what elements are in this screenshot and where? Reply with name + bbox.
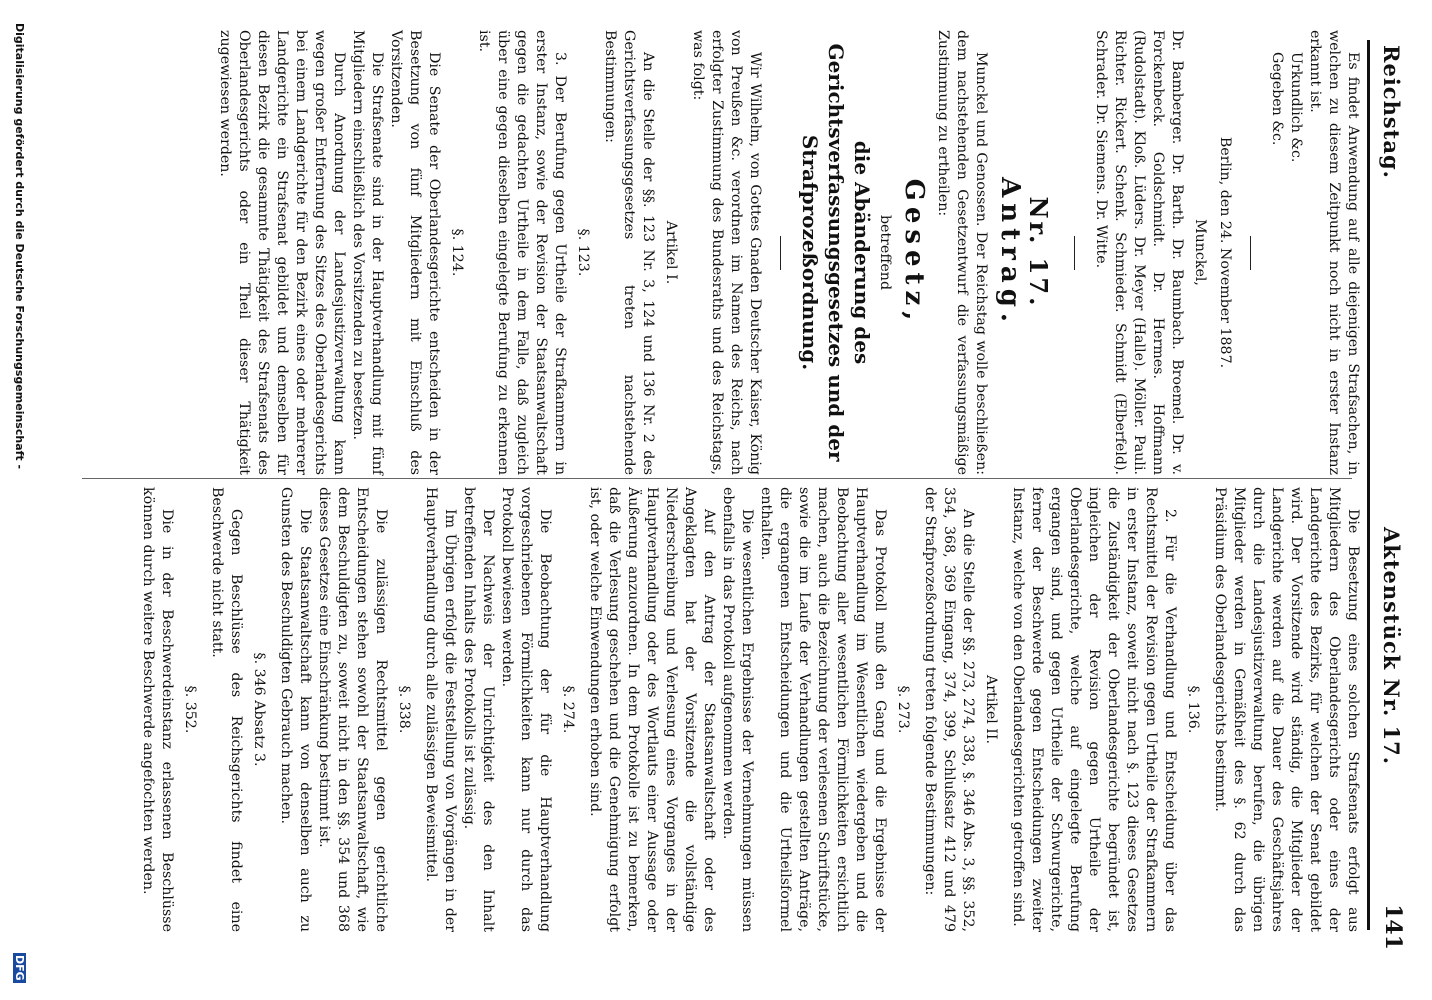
section-heading: §. 136. (1185, 685, 1201, 734)
paragraph: Der Nachweis der Unrichtigkeit des den Inhalt betreffenden Inhalts des Protokolls ist zulässig. (461, 487, 496, 932)
short-rule (1074, 236, 1075, 270)
column-divider (82, 478, 1352, 479)
place-date: Berlin, den 24. November 1887. (1217, 136, 1233, 369)
section-heading: §. 273. (895, 685, 911, 734)
section-heading: §. 352. (182, 685, 198, 734)
paragraph: Im Übrigen erfolgt die Feststellung von Vorgängen in der Hauptverhandlung durch alle zulässigen Beweismittel. (423, 487, 458, 932)
signoff-gegeben: Gegeben &c. (1269, 52, 1285, 146)
section-heading: §. 274. (560, 685, 576, 734)
betreffend: betreffend (877, 214, 893, 291)
antrag-text: Munckel und Genossen. Der Reichstag wolle beschließen: dem nachstehenden Gesetzentwurf die verfassungsmäßige Zustimmung zu ertheilen: (935, 30, 989, 475)
co-signers: Dr. Bamberger. Dr. Barth. Dr. Baumbach. Broemel. Dr. v. Forckenbeck. Goldschmidt. Dr. Hermes. Hoffmann (Rudolstadt). Kloß. Lüders. Dr. Meyer (Halle). Möller. Pauli. Richter. Rickert. Schenk. Schmieder. Schmidt (Elberfeld). Schrader. Dr. Siemens. Dr. Witte. (1093, 30, 1185, 475)
paragraph: Gegen Beschlüsse des Reichsgerichts findet eine Beschwerde nicht statt. (209, 487, 244, 932)
dfg-logo: DFG (13, 955, 26, 981)
paragraph: Das Protokoll muß den Gang und die Ergebnisse der Hauptverhandlung im Wesentlichen wiedergeben und die Beobachtung aller wesentlichen Förmlichkeiten ersichtlich machen, auch die Bezeichnung der verlesenen Schriftstücke, sowie die im Laufe der Verhandlungen gestellten Anträge, die ergangenen Entscheidungen und die Urtheilsformel enthalten. (758, 487, 888, 932)
paragraph: Durch Anordnung der Landesjustizverwaltung kann wegen großer Entfernung des Sitzes des Oberlandesgerichts bei einem Landgerichte für den Bezirk eines oder mehrerer Landgerichte ein Strafsenat gebildet und demselben für diesen Bezirk die gesammte Thätigkeit des Strafsenats des Oberlandesgerichts oder ein Theil dieser Thätigkeit zugewiesen werden. (217, 30, 347, 475)
page-header (1376, 30, 1410, 950)
short-rule (780, 236, 781, 270)
law-title: die Abänderung des Gerichtsverfassungsgesetzes und der Strafprozeßordnung. (798, 43, 874, 462)
left-column (215, 30, 1362, 475)
page-number: 141 (1380, 904, 1406, 950)
paragraph: Die Senate der Oberlandesgerichte entscheiden in der Besetzung von fünf Mitgliedern mit Einschluß des Vorsitzenden. (388, 30, 442, 475)
preamble: Wir Wilhelm, von Gottes Gnaden Deutscher Kaiser, König von Preußen &c. verordnen im Namen des Reichs, nach erfolgter Zustimmung des Bundesraths und des Reichstags, was folgt: (690, 30, 763, 475)
paragraph: Die Staatsanwaltschaft kann von denselben auch zu Gunsten des Beschuldigten Gebrauch machen. (278, 487, 313, 932)
short-rule (1250, 236, 1251, 270)
section-heading: §. 338. (396, 685, 412, 734)
digitization-credit (8, 3, 28, 983)
paragraph: Die Besetzung eines solchen Strafsenats erfolgt aus Mitgliedern des Oberlandesgerichts oder eines der Landgerichte des Bezirks, für welchen der Senat gebildet wird. Der Vorsitzende wird ständig, die Mitglieder der Landgerichte werden auf die Dauer des Geschäftsjahres durch die Landesjustizverwaltung berufen, die übrigen Mitglieder werden in Gemäßheit des §. 62 durch das Präsidium des Oberlandesgerichts bestimmt. (1212, 487, 1361, 932)
paragraph: Die Beobachtung der für die Hauptverhandlung vorgeschriebenen Förmlichkeiten kann nur durch das Protokoll bewiesen werden. (499, 487, 553, 932)
paragraph: Es findet Anwendung auf alle diejenigen Strafsachen, in welchen zu diesem Zeitpunkt noch nicht in erster Instanz erkannt ist. (1307, 30, 1361, 475)
main-signer: Munckel, (1192, 219, 1208, 286)
paragraph: Die zulässigen Rechtsmittel gegen gerichtliche Entscheidungen stehen sowohl der Staatsanwaltschaft, wie dem Beschuldigten zu, soweit nicht in den §§. 354 und 368 dieses Gesetzes eine Einschränkung bestimmt ist. (316, 487, 389, 932)
paragraph: Die in der Beschwerdeinstanz erlassenen Beschlüsse können durch weitere Beschwerde angefochten werden. (140, 487, 175, 932)
credit-text: Digitalisierung gefördert durch die Deutsche Forschungsgemeinschaft - (13, 23, 26, 470)
header-reichstag: Reichstag. (1379, 45, 1404, 179)
section-heading: §. 346 Absatz 3. (251, 652, 267, 767)
artikel-heading: Artikel II. (983, 674, 999, 745)
paragraph: Die Strafsenate sind in der Hauptverhandlung mit fünf Mitgliedern einschließlich des Vorsitzenden zu besetzen. (350, 30, 385, 475)
section-heading: §. 124. (449, 228, 465, 277)
header-aktenstueck: Aktenstück Nr. 17. (1379, 527, 1404, 766)
header-rule (1367, 40, 1370, 930)
right-column (138, 487, 1362, 932)
paragraph: An die Stelle der §§. 123 Nr. 3, 124 und 136 Nr. 2 des Gerichtsverfassungsgesetzes treten nachstehende Bestimmungen: (602, 30, 656, 475)
gesetz-heading: Gesetz, (899, 178, 929, 327)
paragraph: 2. Für die Verhandlung und Entscheidung über das Rechtsmittel der Revision gegen Urtheile der Strafkammern in erster Instanz, soweit nicht nach §. 123 dieses Gesetzes die Zuständigkeit der Oberlandesgerichte begründet ist, ingleichen der Revision gegen Urtheile der Oberlandesgerichte, welche auf eingelegte Berufung ergangen sind, und gegen Urtheile der Schwurgerichte, ferner der Beschwerde gegen Entscheidungen zweiter Instanz, welche von den Oberlandesgerichten getroffen sind. (1010, 487, 1178, 932)
paragraph: An die Stelle der §§. 273, 274, 338, §. 346 Abs. 3, §§. 352, 354, 368, 369 Eingang, 374, 399, Schlußsatz 412 und 479 der Strafprozeßordnung treten folgende Bestimmungen: (922, 487, 976, 932)
artikel-heading: Artikel I. (663, 220, 679, 285)
paragraph: Die wesentlichen Ergebnisse der Vernehmungen müssen ebenfalls in das Protokoll aufgenommen werden. (720, 487, 755, 932)
paragraph: 3. Der Berufung gegen Urtheile der Strafkammern in erster Instanz, sowie der Revision der Staatsanwaltschaft gegen die gedachten Urtheile in dem Falle, daß zugleich über eine gegen dieselben eingelegte Berufung zu erkennen ist. (476, 30, 568, 475)
signoff-urkundlich: Urkundlich &c. (1288, 52, 1304, 163)
document-number: Nr. 17. (1024, 196, 1053, 309)
antrag-heading: Antrag. (995, 177, 1025, 328)
paragraph: Auf den Antrag der Staatsanwaltschaft oder des Angeklagten hat der Vorsitzende die vollständige Niederschreibung und Verlesung eines Vorganges in der Hauptverhandlung oder des Wortlauts einer Aussage oder Äußerung anzuordnen. In dem Protokolle ist zu bemerken, daß die Verlesung geschehen und die Genehmigung erfolgt ist, oder welche Einwendungen erhoben sind. (587, 487, 717, 932)
section-heading: §. 123. (575, 228, 591, 277)
